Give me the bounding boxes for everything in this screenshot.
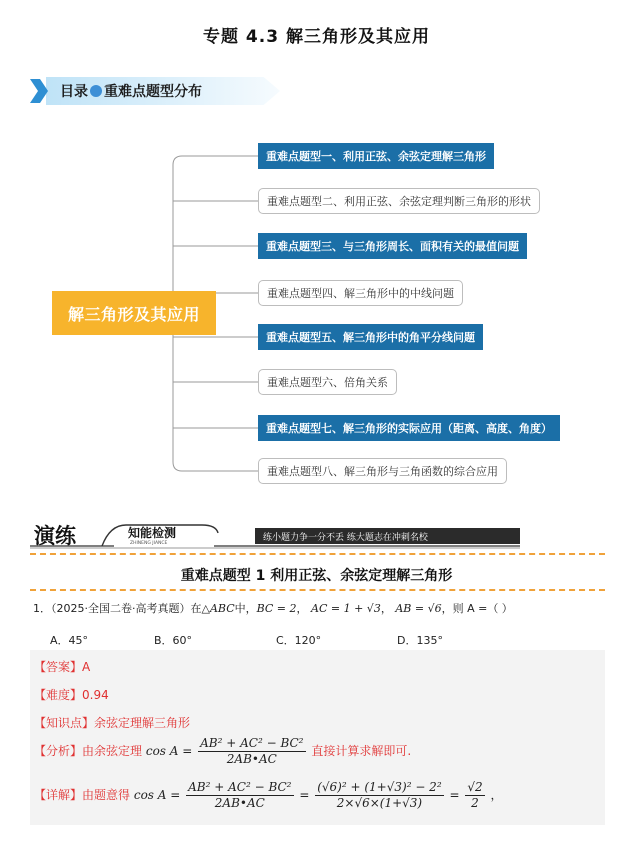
option-d: D．135° bbox=[397, 634, 443, 647]
mindmap-branch-6: 重难点题型六、倍角关系 bbox=[258, 369, 397, 395]
detail-substitution: $\frac{\text{(√6)² + (1+√3)² − 2²}}{2\times√6\times(1+√3)}$ bbox=[317, 780, 442, 810]
practice-banner-pinyin: ZHINENG JIANCE bbox=[130, 541, 168, 546]
mindmap-branch-5: 重难点题型五、解三角形中的角平分线问题 bbox=[258, 324, 483, 350]
document-title: 专题 4.3 解三角形及其应用 bbox=[203, 27, 430, 47]
mindmap-branch-4: 重难点题型四、解三角形中的中线问题 bbox=[258, 280, 463, 306]
mindmap-branch-8: 重难点题型八、解三角形与三角函数的综合应用 bbox=[258, 458, 507, 484]
mindmap-root: 解三角形及其应用 bbox=[52, 291, 216, 335]
analysis-row: 【分析】由余弦定理 cos A = $\frac{\text{AB² + AC² − BC²}}{2AB•AC}$ 直接计算求解即可. bbox=[34, 736, 412, 766]
detail-formula: $\frac{\text{AB² + AC² − BC²}}{2AB•AC}$ bbox=[188, 780, 292, 810]
practice-banner bbox=[30, 523, 520, 549]
mindmap-branch-3: 重难点题型三、与三角形周长、面积有关的最值问题 bbox=[258, 233, 527, 259]
section-title: 重难点题型 1 利用正弦、余弦定理解三角形 bbox=[180, 568, 453, 584]
option-b: B．60° bbox=[154, 634, 193, 647]
bullet-dot-icon bbox=[90, 85, 102, 97]
question-stem: 1．（2025·全国二卷·高考真题）在△ABC中，BC = 2， AC = 1 + √3， AB = √6，则 A =（ ） bbox=[33, 602, 513, 615]
toc-banner bbox=[30, 77, 280, 105]
toc-label: 目录 重难点题型分布 bbox=[60, 84, 202, 100]
option-a: A．45° bbox=[50, 634, 89, 647]
analysis-formula: $\frac{\text{AB² + AC² − BC²}}{2AB•AC}$ bbox=[200, 736, 304, 766]
detail-result: $\frac{√2}{2}$ bbox=[467, 780, 483, 810]
arrow-icon bbox=[30, 79, 48, 103]
practice-banner-slogan: 练小题力争一分不丢 练大题志在冲刺名校 bbox=[263, 533, 428, 543]
detail-row: 【详解】由题意得 cos A = $\frac{\text{AB² + AC² − BC²}}{2AB•AC}$ = $\frac{\text{(√6)² + (1+√3)² − 2²}}{2\times√6\times(1+√3)}$ = $\frac{√2}{2}$ ， bbox=[34, 780, 503, 810]
difficulty-row: 【难度】0.94 bbox=[34, 688, 109, 702]
practice-banner-tag: 知能检测 bbox=[128, 526, 177, 540]
mindmap-branch-2: 重难点题型二、利用正弦、余弦定理判断三角形的形状 bbox=[258, 188, 540, 214]
divider-top bbox=[30, 553, 605, 555]
knowledge-row: 【知识点】余弦定理解三角形 bbox=[34, 716, 191, 730]
answer-row: 【答案】A bbox=[34, 660, 91, 674]
divider-bottom bbox=[30, 589, 605, 591]
mindmap-branch-1: 重难点题型一、利用正弦、余弦定理解三角形 bbox=[258, 143, 494, 169]
practice-banner-main: 演练 bbox=[34, 523, 76, 548]
option-c: C．120° bbox=[276, 634, 322, 647]
mindmap-branch-7: 重难点题型七、解三角形的实际应用（距离、高度、角度） bbox=[258, 415, 560, 441]
